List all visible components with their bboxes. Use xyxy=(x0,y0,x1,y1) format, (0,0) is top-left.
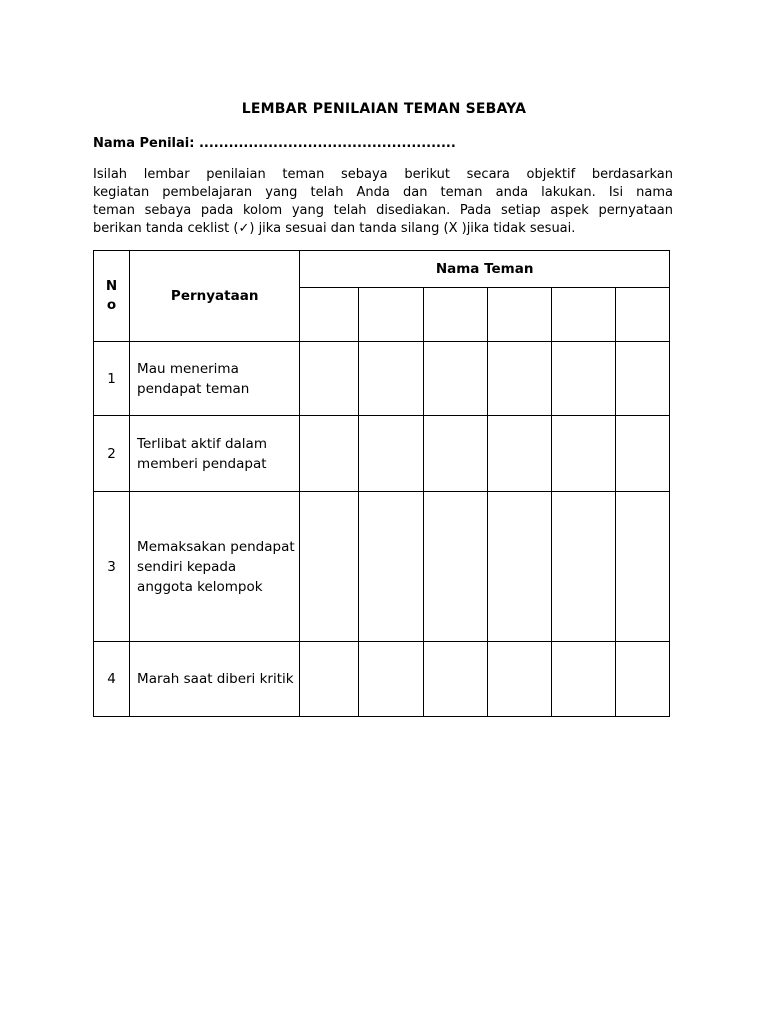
table-row xyxy=(94,492,670,642)
friend-name-cell-6[interactable] xyxy=(615,288,669,342)
row-number: 1 xyxy=(94,342,130,416)
mark-cell[interactable] xyxy=(359,342,423,416)
mark-cell[interactable] xyxy=(551,642,615,717)
mark-cell[interactable] xyxy=(423,416,487,492)
friend-name-cell-3[interactable] xyxy=(423,288,487,342)
instruction-line: teman sebaya pada kolom yang telah disediakan. Pada setiap aspek pernyataan xyxy=(93,203,673,218)
mark-cell[interactable] xyxy=(359,492,423,642)
instruction-line: berikan tanda ceklist (✓) jika sesuai dan tanda silang (X )jika tidak sesuai. xyxy=(93,221,576,236)
assessor-label: Nama Penilai: xyxy=(93,136,195,151)
friend-name-cell-5[interactable] xyxy=(551,288,615,342)
table-row xyxy=(94,416,670,492)
row-statement: Marah saat diberi kritik xyxy=(130,642,300,717)
friend-name-cell-4[interactable] xyxy=(487,288,551,342)
mark-cell[interactable] xyxy=(423,342,487,416)
mark-cell[interactable] xyxy=(615,416,669,492)
row-statement: Memaksakan pendapat sendiri kepada anggota kelompok xyxy=(130,492,300,642)
friend-name-cell-1[interactable] xyxy=(300,288,359,342)
assessor-line xyxy=(93,136,456,151)
mark-cell[interactable] xyxy=(423,492,487,642)
friend-name-cell-2[interactable] xyxy=(359,288,423,342)
mark-cell[interactable] xyxy=(300,492,359,642)
document-title: LEMBAR PENILAIAN TEMAN SEBAYA xyxy=(241,101,527,117)
row-number: 4 xyxy=(94,642,130,717)
instruction-line: kegiatan pembelajaran yang telah Anda dan teman anda lakukan. Isi nama xyxy=(93,185,673,200)
mark-cell[interactable] xyxy=(300,416,359,492)
mark-cell[interactable] xyxy=(615,492,669,642)
table-row xyxy=(94,342,670,416)
mark-cell[interactable] xyxy=(359,642,423,717)
header-friend-names: Nama Teman xyxy=(300,251,670,288)
row-statement: Terlibat aktif dalam memberi pendapat xyxy=(130,416,300,492)
row-number: 3 xyxy=(94,492,130,642)
header-no xyxy=(94,251,130,342)
header-no-line2: o xyxy=(106,297,117,313)
header-statement: Pernyataan xyxy=(130,251,300,342)
mark-cell[interactable] xyxy=(423,642,487,717)
mark-cell[interactable] xyxy=(300,642,359,717)
mark-cell[interactable] xyxy=(615,342,669,416)
assessment-table xyxy=(93,250,670,717)
row-statement: Mau menerima pendapat teman xyxy=(130,342,300,416)
table-row xyxy=(94,642,670,717)
instruction-line: Isilah lembar penilaian teman sebaya berikut secara objektif berdasarkan xyxy=(93,167,673,182)
mark-cell[interactable] xyxy=(615,642,669,717)
row-number: 2 xyxy=(94,416,130,492)
mark-cell[interactable] xyxy=(487,342,551,416)
mark-cell[interactable] xyxy=(359,416,423,492)
mark-cell[interactable] xyxy=(551,492,615,642)
assessor-blank[interactable]: .................................................... xyxy=(198,136,456,151)
mark-cell[interactable] xyxy=(551,416,615,492)
mark-cell[interactable] xyxy=(487,416,551,492)
mark-cell[interactable] xyxy=(551,342,615,416)
header-no-line1: N xyxy=(105,278,118,294)
mark-cell[interactable] xyxy=(487,492,551,642)
mark-cell[interactable] xyxy=(300,342,359,416)
instructions-paragraph xyxy=(93,166,673,238)
mark-cell[interactable] xyxy=(487,642,551,717)
